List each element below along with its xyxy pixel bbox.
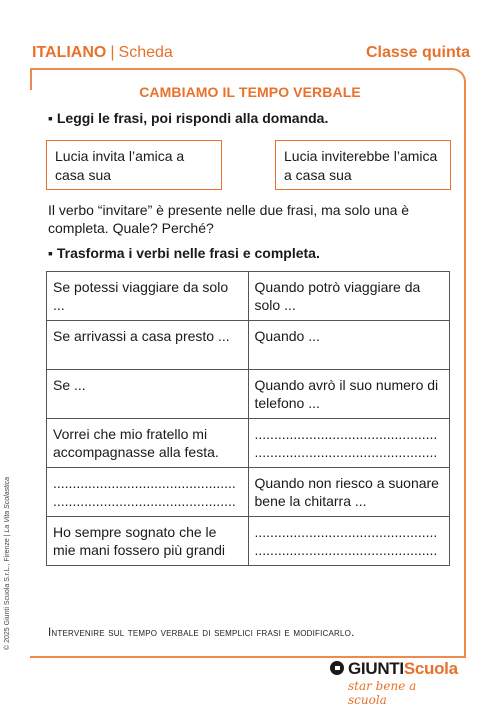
- instruction-1: ▪ Leggi le frasi, poi rispondi alla domanda.: [48, 110, 329, 126]
- right-cell: [248, 517, 450, 566]
- left-cell: Vorrei che mio fratello mi accompagnasse alla festa.: [47, 419, 249, 468]
- subject-label: ITALIANO: [32, 44, 107, 61]
- transform-table: [46, 271, 450, 566]
- sentence-box-a: Lucia invita l’amica a casa sua: [46, 140, 222, 190]
- logo-wordmark: [348, 659, 458, 679]
- question-text: Il verbo “invitare” è presente nelle due frasi, ma solo una è completa. Quale? Perché?: [48, 202, 410, 236]
- header-separator: |: [110, 44, 115, 61]
- page-header: [32, 44, 470, 64]
- answer-line[interactable]: ...............................................: [254, 542, 438, 558]
- copyright-text: © 2025 Giunti Scuola S.r.L., Firenze |: [4, 532, 11, 650]
- kind-label: Scheda: [118, 44, 173, 61]
- right-cell: Quando non riesco a suonare bene la chitarra ...: [248, 468, 450, 517]
- table-row: [47, 321, 450, 370]
- copyright-notice: [4, 450, 14, 650]
- answer-line[interactable]: ...............................................: [53, 493, 236, 509]
- logo-tagline: star bene a scuola: [348, 679, 417, 707]
- right-cell: Quando potrò viaggiare da solo ...: [248, 272, 450, 321]
- left-cell: Se ...: [47, 370, 249, 419]
- right-cell: Quando avrò il suo numero di telefono ...: [248, 370, 450, 419]
- left-cell: Se potessi viaggiare da solo ...: [47, 272, 249, 321]
- instruction-2: ▪ Trasforma i verbi nelle frasi e completa.: [48, 245, 320, 261]
- table-row: [47, 370, 450, 419]
- table-row: [47, 517, 450, 566]
- answer-line[interactable]: ...............................................: [254, 524, 438, 540]
- worksheet-title: CAMBIAMO IL TEMPO VERBALE: [139, 84, 361, 100]
- left-cell: Ho sempre sognato che le mie mani fossero più grandi: [47, 517, 249, 566]
- left-cell: [47, 468, 249, 517]
- magazine-name: La Vita Scolastica: [4, 477, 11, 533]
- answer-line[interactable]: ...............................................: [254, 444, 438, 460]
- subject-heading: [32, 44, 173, 62]
- right-cell: Quando ...: [248, 321, 450, 370]
- sentence-box-b: Lucia inviterebbe l’amica a casa sua: [275, 140, 451, 190]
- table-row: [47, 272, 450, 321]
- answer-line[interactable]: ...............................................: [53, 475, 236, 491]
- publisher-logo: [330, 658, 458, 707]
- giunti-g-icon: [330, 661, 344, 675]
- table-row: [47, 419, 450, 468]
- right-cell: [248, 419, 450, 468]
- answer-line[interactable]: ...............................................: [254, 426, 438, 442]
- table-row: [47, 468, 450, 517]
- class-label: Classe quinta: [365, 44, 470, 61]
- logo-name-a: GIUNTI: [348, 659, 404, 678]
- learning-objective: Intervenire sul tempo verbale di semplici frasi e modificarlo.: [48, 627, 355, 639]
- left-cell: Se arrivassi a casa presto ...: [47, 321, 249, 370]
- logo-name-b: Scuola: [403, 659, 458, 678]
